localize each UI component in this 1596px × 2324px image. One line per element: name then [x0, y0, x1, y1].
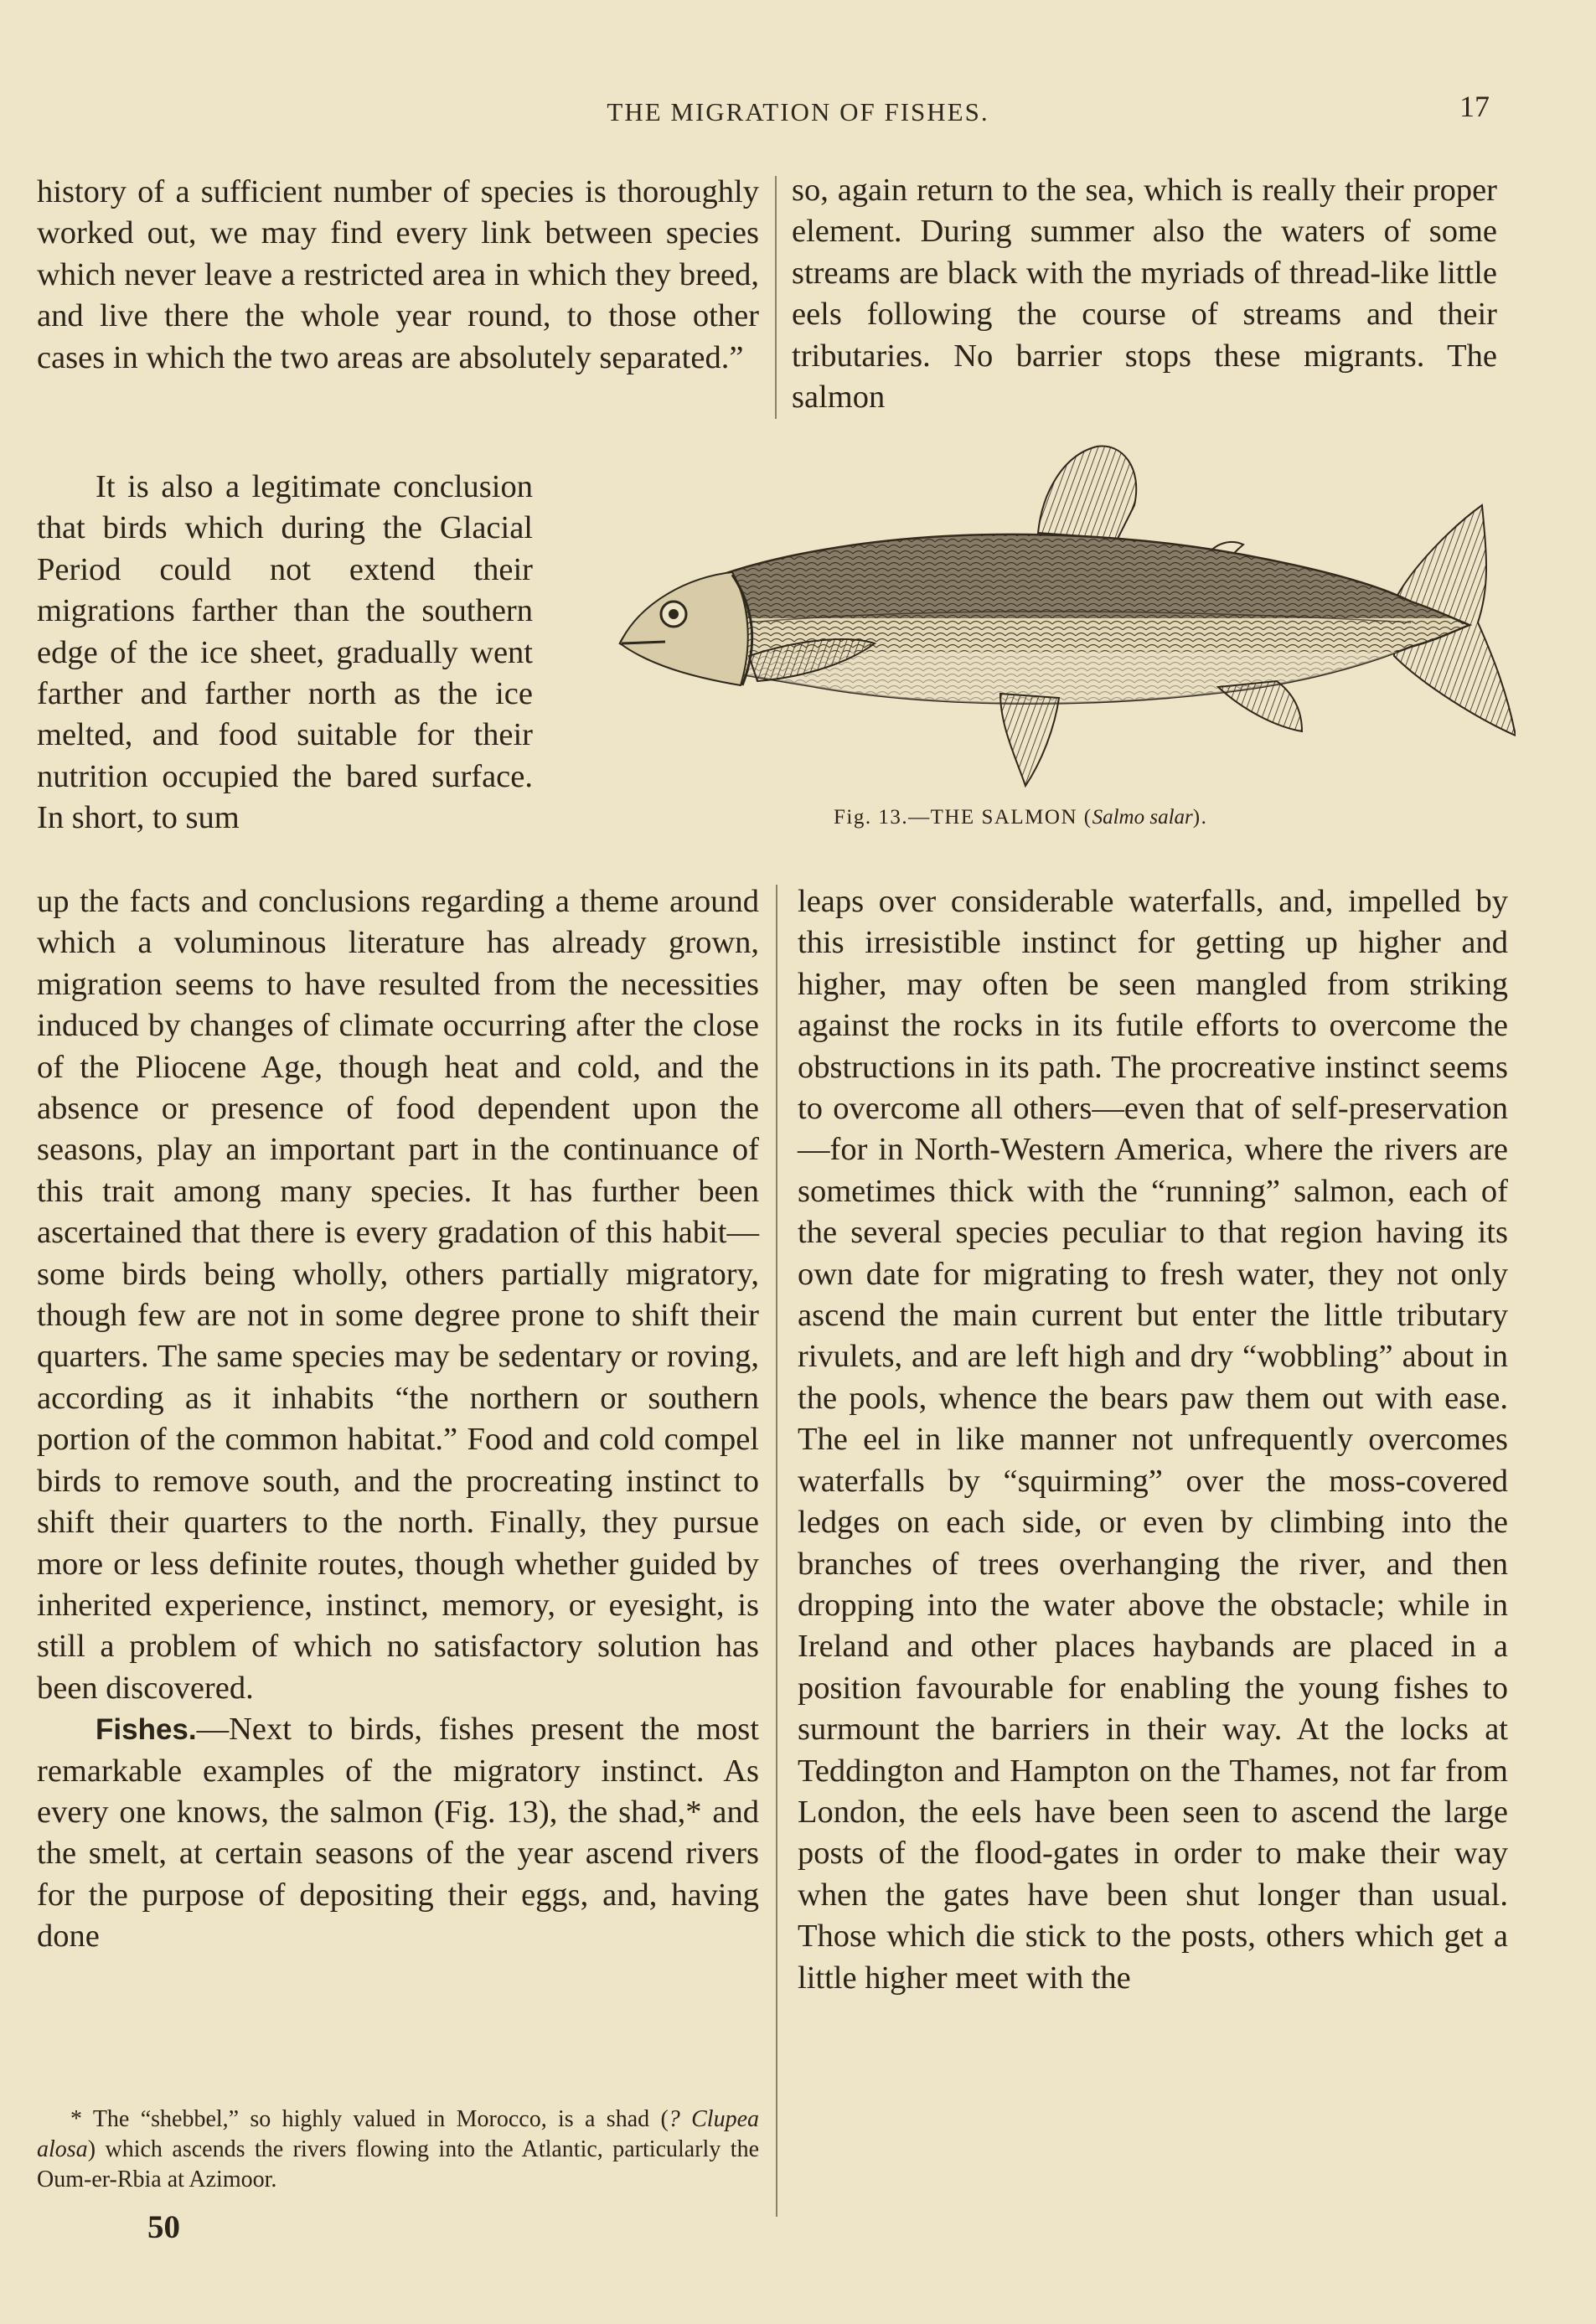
left-column-bottom: [37, 881, 759, 1958]
footnote-prefix: * The “shebbel,” so highly valued in Morocco, is a shad (: [70, 2106, 669, 2132]
footnote-suffix: ) which ascends the rivers flowing into the Atlantic, particularly the Oum-er-Rbia at Azimoor.: [37, 2136, 759, 2192]
paragraph-fishes-text: —Next to birds, fishes present the most remarkable examples of the migratory instinct. As every one knows, the salmon (Fig. 13), the shad,* and the smelt, at certain seasons of the year ascend rivers for the purpose of depositing their eggs, and, having done: [37, 1712, 759, 1955]
column-rule-top: [775, 176, 777, 419]
right-column-top: [792, 170, 1497, 418]
paragraph-eels-streams: so, again return to the sea, which is really their proper element. During summer also the waters of some streams are black with the myriads of thread-like little eels following the course of streams and their tributaries. No barrier stops these migrants. The salmon: [792, 173, 1497, 416]
caption-prefix: Fig. 13.—THE SALMON (: [834, 806, 1092, 829]
paragraph-continuation: history of a sufficient number of species is thoroughly worked out, we may find every link between species which never leave a restricted area in which they breed, and live there the whole year round, to those other cases in which the two areas are absolutely separated.”: [37, 174, 759, 375]
left-column-top: [37, 172, 759, 379]
section-headword-fishes: Fishes.: [96, 1713, 197, 1747]
salmon-illustration: [607, 442, 1516, 811]
running-title: THE MIGRATION OF FISHES.: [607, 97, 989, 127]
paragraph-glacial-period: It is also a legitimate conclusion that birds which during the Glacial Period could not extend their migrations farther than the southern edge of the ice sheet, gradually went farther and farther north as the ice melted, and food suitable for their nutrition occupied the bared surface. In short, to sum: [37, 469, 533, 836]
page-number: 17: [1459, 90, 1490, 123]
right-column-bottom: [798, 881, 1508, 1999]
left-column-wrap-around-figure: [37, 467, 533, 839]
footnote-shebbel: [37, 2105, 759, 2195]
folio-number: 50: [147, 2209, 180, 2245]
footnote-species: ? Clupea alosa: [37, 2106, 759, 2162]
paragraph-migration-summary: up the facts and conclusions regarding a theme around which a voluminous literature has already grown, migration seems to have resulted from the necessities induced by changes of climate occurring after the close of the Pliocene Age, though heat and cold, and the absence or presence of food dependent upon the seasons, play an important part in the continuance of this trait among many species. It has further been ascertained that there is every gradation of this habit—some birds being wholly, others partially migratory, though few are not in some degree prone to shift their quarters. The same species may be sedentary or roving, according as it inhabits “the northern or southern portion of the common habitat.” Food and cold compel birds to remove south, and the procreating instinct to shift their quarters to the north. Finally, they pursue more or less definite routes, though whether guided by inherited experience, instinct, memory, or eyesight, is still a problem of which no satisfactory solution has been discovered.: [37, 884, 759, 1706]
figure-caption: [834, 806, 1353, 829]
paragraph-fishes: [37, 1709, 759, 1957]
caption-species: Salmo salar: [1092, 806, 1193, 829]
caption-suffix: ).: [1192, 806, 1208, 829]
paragraph-salmon-leaps: leaps over considerable waterfalls, and, impelled by this irresistible instinct for getting up higher and higher, may often be seen mangled from striking against the rocks in its futile efforts to overcome the obstructions in its path. The procreative instinct seems to overcome all others—even that of self-preservation—for in North-Western America, where the rivers are sometimes thick with the “running” salmon, each of the several species peculiar to that region having its own date for migrating to fresh water, they not only ascend the main current but enter the little tributary rivulets, and are left high and dry “wobbling” about in the pools, whence the bears paw them out with ease. The eel in like manner not unfrequently overcomes waterfalls by “squirming” over the moss-covered ledges on each side, or even by climbing into the branches of trees overhanging the river, and then dropping into the water above the obstacle; while in Ireland and other places haybands are placed in a position favourable for enabling the young fishes to surmount the barriers in their way. At the locks at Teddington and Hampton on the Thames, not far from London, the eels have been seen to ascend the large posts of the flood-gates in order to make their way when the gates have been shut longer than usual. Those which die stick to the posts, others which get a little higher meet with the: [798, 884, 1508, 1996]
column-rule-bottom: [776, 885, 777, 2217]
